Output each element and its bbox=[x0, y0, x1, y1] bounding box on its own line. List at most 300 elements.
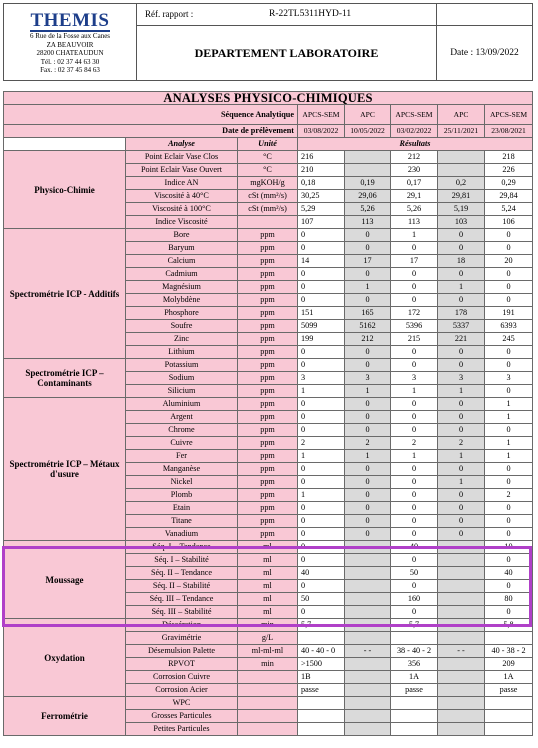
analyse-name: Séq. II – Tendance bbox=[126, 567, 238, 580]
result-cell: 0 bbox=[298, 346, 345, 359]
table-row bbox=[4, 359, 533, 372]
result-cell: 0 bbox=[485, 515, 533, 528]
result-cell: 0 bbox=[438, 398, 485, 411]
department-title: DEPARTEMENT LABORATOIRE bbox=[137, 26, 437, 81]
analyse-name: Fer bbox=[126, 450, 238, 463]
unit-cell bbox=[238, 216, 298, 229]
result-cell: 6393 bbox=[485, 320, 533, 333]
result-cell: 106 bbox=[485, 216, 533, 229]
result-cell: 2 bbox=[485, 489, 533, 502]
report-ref-label: Réf. rapport : bbox=[145, 9, 194, 19]
result-cell: 221 bbox=[438, 333, 485, 346]
analyse-name: Séq. I – Stabilité bbox=[126, 554, 238, 567]
analyse-name: Baryum bbox=[126, 242, 238, 255]
result-cell: 0 bbox=[391, 463, 438, 476]
analyse-name: Séq. I – Tendance bbox=[126, 541, 238, 554]
result-cell: 29,84 bbox=[485, 190, 533, 203]
result-cell: 0 bbox=[345, 424, 391, 437]
result-cell: 0 bbox=[345, 515, 391, 528]
result-cell: 5,19 bbox=[438, 203, 485, 216]
analyse-name: Soufre bbox=[126, 320, 238, 333]
result-cell: 0 bbox=[298, 580, 345, 593]
result-cell: 5337 bbox=[438, 320, 485, 333]
result-cell: 212 bbox=[391, 151, 438, 164]
company-block bbox=[4, 4, 137, 81]
result-cell: 191 bbox=[485, 307, 533, 320]
result-cell: 1 bbox=[438, 281, 485, 294]
result-cell: 20 bbox=[485, 255, 533, 268]
result-cell: 1 bbox=[345, 450, 391, 463]
analyse-name: Sodium bbox=[126, 372, 238, 385]
result-cell: 18 bbox=[438, 255, 485, 268]
result-cell bbox=[345, 606, 391, 619]
result-cell: 210 bbox=[298, 164, 345, 177]
result-cell: 2 bbox=[438, 437, 485, 450]
result-cell bbox=[345, 593, 391, 606]
result-cell bbox=[438, 619, 485, 632]
report-date: Date : 13/09/2022 bbox=[437, 26, 533, 81]
result-cell: - - bbox=[438, 645, 485, 658]
result-cell: 2 bbox=[391, 437, 438, 450]
analyse-name: Grosses Particules bbox=[126, 710, 238, 723]
result-cell bbox=[345, 619, 391, 632]
result-cell: 0 bbox=[391, 398, 438, 411]
result-cell bbox=[438, 580, 485, 593]
analyse-name: Cadmium bbox=[126, 268, 238, 281]
analyse-name: Aluminium bbox=[126, 398, 238, 411]
analyse-name: Silicium bbox=[126, 385, 238, 398]
result-cell: 5,26 bbox=[345, 203, 391, 216]
result-cell bbox=[345, 580, 391, 593]
unit-cell: ml bbox=[238, 567, 298, 580]
unit-cell: ml bbox=[238, 554, 298, 567]
sequence-cell: APC bbox=[345, 105, 391, 125]
result-cell: 0 bbox=[438, 515, 485, 528]
result-cell: 0 bbox=[438, 294, 485, 307]
analyse-name: Gravimétrie bbox=[126, 632, 238, 645]
result-cell: 5,29 bbox=[298, 203, 345, 216]
result-cell: 0 bbox=[391, 346, 438, 359]
result-cell: 0 bbox=[485, 346, 533, 359]
analyse-name: Chrome bbox=[126, 424, 238, 437]
date-cell: 03/02/2022 bbox=[391, 125, 438, 138]
result-cell: 0 bbox=[438, 242, 485, 255]
unit-cell: ppm bbox=[238, 502, 298, 515]
result-cell: 0 bbox=[345, 502, 391, 515]
analyse-name: Zinc bbox=[126, 333, 238, 346]
result-cell: 0 bbox=[391, 294, 438, 307]
result-cell: 0 bbox=[345, 489, 391, 502]
analyse-name: Magnésium bbox=[126, 281, 238, 294]
group-label: Spectrométrie ICP – Métaux d'usure bbox=[4, 398, 126, 541]
result-cell: 0 bbox=[391, 359, 438, 372]
address-line: ZA BEAUVOIR bbox=[46, 40, 94, 49]
result-cell: 160 bbox=[391, 593, 438, 606]
unit-cell: ppm bbox=[238, 307, 298, 320]
result-cell: 356 bbox=[391, 658, 438, 671]
analyse-name: Calcium bbox=[126, 255, 238, 268]
table-row bbox=[4, 151, 533, 164]
result-cell bbox=[485, 632, 533, 645]
result-cell: passe bbox=[391, 684, 438, 697]
result-cell: 17 bbox=[391, 255, 438, 268]
analyse-name: Molybdène bbox=[126, 294, 238, 307]
result-cell bbox=[345, 554, 391, 567]
result-cell: 0 bbox=[298, 294, 345, 307]
result-cell: 3 bbox=[345, 372, 391, 385]
analyse-name: Séq. III – Tendance bbox=[126, 593, 238, 606]
result-cell bbox=[298, 710, 345, 723]
analyse-name: Point Eclair Vase Clos bbox=[126, 151, 238, 164]
result-cell: 0 bbox=[438, 229, 485, 242]
result-cell: 0 bbox=[298, 515, 345, 528]
result-cell: 212 bbox=[345, 333, 391, 346]
group-label: Physico-Chimie bbox=[4, 151, 126, 229]
unit-cell: ppm bbox=[238, 424, 298, 437]
result-cell bbox=[438, 684, 485, 697]
result-cell bbox=[438, 541, 485, 554]
unit-cell: ml bbox=[238, 606, 298, 619]
result-cell: 40 - 40 - 0 bbox=[298, 645, 345, 658]
result-cell: 0 bbox=[345, 346, 391, 359]
report-ref-value: R-22TL5311HYD-11 bbox=[269, 9, 352, 19]
result-cell: 17 bbox=[345, 255, 391, 268]
analyse-name: Nickel bbox=[126, 476, 238, 489]
result-cell: 1 bbox=[345, 385, 391, 398]
analyse-name: Argent bbox=[126, 411, 238, 424]
unit-cell: °C bbox=[238, 151, 298, 164]
result-cell: 0 bbox=[485, 580, 533, 593]
result-cell: 0 bbox=[345, 242, 391, 255]
result-cell: 5,24 bbox=[485, 203, 533, 216]
result-cell: 1 bbox=[298, 489, 345, 502]
analyse-name: Vanadium bbox=[126, 528, 238, 541]
result-cell bbox=[345, 710, 391, 723]
result-cell: 0 bbox=[485, 294, 533, 307]
result-cell: 2 bbox=[345, 437, 391, 450]
sequence-cell: APCS-SEM bbox=[298, 105, 345, 125]
group-label: Spectrométrie ICP - Additifs bbox=[4, 229, 126, 359]
result-cell: 209 bbox=[485, 658, 533, 671]
result-cell: 0,2 bbox=[438, 177, 485, 190]
result-cell: 1 bbox=[485, 450, 533, 463]
analyse-name: Séq. II – Stabilité bbox=[126, 580, 238, 593]
report-ref-cell bbox=[137, 4, 437, 26]
unit-cell: ml bbox=[238, 580, 298, 593]
result-cell: 50 bbox=[391, 567, 438, 580]
unit-cell: ml bbox=[238, 541, 298, 554]
result-cell: 0 bbox=[485, 268, 533, 281]
result-cell: 0 bbox=[485, 502, 533, 515]
result-cell: 0 bbox=[391, 502, 438, 515]
result-cell: 38 - 40 - 2 bbox=[391, 645, 438, 658]
analysis-table bbox=[3, 91, 533, 736]
result-cell: 0 bbox=[391, 411, 438, 424]
result-cell: 3 bbox=[298, 372, 345, 385]
unit-cell: ppm bbox=[238, 281, 298, 294]
date-label: Date de prélèvement bbox=[4, 125, 298, 138]
result-cell: 1 bbox=[438, 385, 485, 398]
unit-cell: ppm bbox=[238, 489, 298, 502]
corner-cell bbox=[4, 138, 126, 151]
result-cell: 1B bbox=[298, 671, 345, 684]
result-cell: 10 bbox=[485, 541, 533, 554]
analyse-header: Analyse bbox=[126, 138, 238, 151]
unit-cell: min bbox=[238, 658, 298, 671]
result-cell bbox=[438, 710, 485, 723]
result-cell: 1 bbox=[438, 450, 485, 463]
analyse-name: Viscosité à 100°C bbox=[126, 203, 238, 216]
result-cell: 1 bbox=[298, 385, 345, 398]
unit-cell: ppm bbox=[238, 437, 298, 450]
result-cell bbox=[345, 658, 391, 671]
analyse-name: Plomb bbox=[126, 489, 238, 502]
result-cell: 0 bbox=[438, 359, 485, 372]
result-cell: 0,19 bbox=[345, 177, 391, 190]
unit-cell: ppm bbox=[238, 476, 298, 489]
unit-cell: ppm bbox=[238, 398, 298, 411]
result-cell: 0 bbox=[485, 359, 533, 372]
result-cell: - - bbox=[345, 645, 391, 658]
unit-cell bbox=[238, 684, 298, 697]
unit-cell bbox=[238, 697, 298, 710]
result-cell: 30,25 bbox=[298, 190, 345, 203]
result-cell: 0 bbox=[438, 346, 485, 359]
result-cell: 1 bbox=[485, 437, 533, 450]
analyse-name: Cuivre bbox=[126, 437, 238, 450]
result-cell: 0 bbox=[345, 476, 391, 489]
address-line: Fax. : 02 37 45 84 63 bbox=[40, 66, 100, 75]
analyse-name: WPC bbox=[126, 697, 238, 710]
result-cell: passe bbox=[298, 684, 345, 697]
sequence-cell: APCS-SEM bbox=[485, 105, 533, 125]
result-cell: 0 bbox=[391, 268, 438, 281]
unit-cell: g/L bbox=[238, 632, 298, 645]
analyse-name: Viscosité à 40°C bbox=[126, 190, 238, 203]
result-cell: 0 bbox=[298, 528, 345, 541]
result-cell: 0 bbox=[391, 281, 438, 294]
result-cell: 0 bbox=[438, 502, 485, 515]
result-cell: 1 bbox=[438, 476, 485, 489]
date-cell: 25/11/2021 bbox=[438, 125, 485, 138]
result-cell bbox=[345, 632, 391, 645]
result-cell bbox=[345, 671, 391, 684]
result-cell: 1A bbox=[485, 671, 533, 684]
result-cell: 5162 bbox=[345, 320, 391, 333]
result-cell: 5099 bbox=[298, 320, 345, 333]
result-cell bbox=[438, 671, 485, 684]
group-label: Moussage bbox=[4, 541, 126, 619]
analyse-name: Séq. III – Stabilité bbox=[126, 606, 238, 619]
result-cell: 40 - 38 - 2 bbox=[485, 645, 533, 658]
result-cell: 218 bbox=[485, 151, 533, 164]
analyse-name: RPVOT bbox=[126, 658, 238, 671]
result-cell bbox=[438, 658, 485, 671]
analyse-name: Petites Particules bbox=[126, 723, 238, 736]
sequence-cell: APCS-SEM bbox=[391, 105, 438, 125]
unit-cell: cSt (mm²/s) bbox=[238, 203, 298, 216]
unite-header: Unité bbox=[238, 138, 298, 151]
unit-cell: ppm bbox=[238, 320, 298, 333]
analyse-name: Etain bbox=[126, 502, 238, 515]
result-cell: 113 bbox=[391, 216, 438, 229]
table-row bbox=[4, 697, 533, 710]
unit-cell: ppm bbox=[238, 333, 298, 346]
result-cell: 0 bbox=[345, 229, 391, 242]
blank-cell bbox=[437, 4, 533, 26]
unit-cell: ppm bbox=[238, 255, 298, 268]
result-cell: 0 bbox=[345, 411, 391, 424]
analyse-name: Indice AN bbox=[126, 177, 238, 190]
report-header bbox=[3, 3, 533, 81]
unit-cell: ppm bbox=[238, 372, 298, 385]
unit-cell: ppm bbox=[238, 528, 298, 541]
result-cell: 5,26 bbox=[391, 203, 438, 216]
result-cell bbox=[345, 541, 391, 554]
result-cell: 40 bbox=[485, 567, 533, 580]
unit-cell: ppm bbox=[238, 411, 298, 424]
result-cell bbox=[438, 593, 485, 606]
result-cell bbox=[438, 554, 485, 567]
result-cell bbox=[485, 697, 533, 710]
result-cell bbox=[345, 684, 391, 697]
result-cell bbox=[438, 723, 485, 736]
address-line: 28200 CHATEAUDUN bbox=[36, 49, 104, 58]
unit-cell: ppm bbox=[238, 294, 298, 307]
result-cell: 0 bbox=[345, 463, 391, 476]
result-cell: 0 bbox=[438, 424, 485, 437]
result-cell: 0,18 bbox=[298, 177, 345, 190]
result-cell bbox=[438, 697, 485, 710]
result-cell: 0 bbox=[298, 554, 345, 567]
result-cell bbox=[438, 632, 485, 645]
result-cell: 0 bbox=[438, 489, 485, 502]
result-cell: 0 bbox=[345, 359, 391, 372]
result-cell: 0 bbox=[345, 268, 391, 281]
analyse-name: Désaération bbox=[126, 619, 238, 632]
result-cell: 0 bbox=[485, 528, 533, 541]
address-line: Tél. : 02 37 44 63 30 bbox=[40, 57, 100, 66]
result-cell bbox=[345, 567, 391, 580]
result-cell: 165 bbox=[345, 307, 391, 320]
result-cell: 5,7 bbox=[298, 619, 345, 632]
date-cell: 10/05/2022 bbox=[345, 125, 391, 138]
result-cell bbox=[438, 164, 485, 177]
result-cell: 0 bbox=[438, 268, 485, 281]
analyse-name: Potassium bbox=[126, 359, 238, 372]
result-cell: 0 bbox=[485, 476, 533, 489]
unit-cell: ppm bbox=[238, 242, 298, 255]
table-row bbox=[4, 229, 533, 242]
result-cell: 3 bbox=[391, 372, 438, 385]
result-cell: 0 bbox=[438, 528, 485, 541]
result-cell: 0 bbox=[298, 541, 345, 554]
result-cell bbox=[391, 710, 438, 723]
result-cell: 0 bbox=[391, 580, 438, 593]
result-cell: 29,06 bbox=[345, 190, 391, 203]
result-cell: 151 bbox=[298, 307, 345, 320]
result-cell: 0 bbox=[485, 385, 533, 398]
result-cell: 0 bbox=[298, 463, 345, 476]
result-cell: 0 bbox=[391, 528, 438, 541]
result-cell: 5,7 bbox=[391, 619, 438, 632]
analyse-name: Corrosion Acier bbox=[126, 684, 238, 697]
unit-cell bbox=[238, 710, 298, 723]
result-cell: 0 bbox=[438, 411, 485, 424]
unit-cell: cSt (mm²/s) bbox=[238, 190, 298, 203]
result-cell: 0 bbox=[298, 502, 345, 515]
result-cell bbox=[345, 723, 391, 736]
result-cell: 0 bbox=[345, 528, 391, 541]
date-cell: 03/08/2022 bbox=[298, 125, 345, 138]
result-cell: 1 bbox=[485, 411, 533, 424]
resultats-header: Résultats bbox=[298, 138, 533, 151]
result-cell: 216 bbox=[298, 151, 345, 164]
unit-cell: min bbox=[238, 619, 298, 632]
table-row bbox=[4, 541, 533, 554]
result-cell bbox=[438, 151, 485, 164]
unit-cell: ml bbox=[238, 593, 298, 606]
sequence-label: Séquence Analytique bbox=[4, 105, 298, 125]
result-cell: 0 bbox=[298, 606, 345, 619]
unit-cell: ml-ml-ml bbox=[238, 645, 298, 658]
result-cell bbox=[298, 697, 345, 710]
result-cell: 1 bbox=[485, 398, 533, 411]
result-cell: 1 bbox=[298, 450, 345, 463]
result-cell: 178 bbox=[438, 307, 485, 320]
address-line: 6 Rue de la Fosse aux Canes bbox=[29, 32, 111, 41]
result-cell: 1 bbox=[391, 450, 438, 463]
group-label: Spectrométrie ICP – Contaminants bbox=[4, 359, 126, 398]
unit-cell: ppm bbox=[238, 515, 298, 528]
result-cell: 0 bbox=[391, 515, 438, 528]
result-cell bbox=[345, 697, 391, 710]
result-cell: 80 bbox=[485, 593, 533, 606]
result-cell: 3 bbox=[438, 372, 485, 385]
analyse-name: Phosphore bbox=[126, 307, 238, 320]
result-cell: 50 bbox=[298, 593, 345, 606]
unit-cell: mgKOH/g bbox=[238, 177, 298, 190]
result-cell bbox=[438, 567, 485, 580]
unit-cell bbox=[238, 671, 298, 684]
result-cell: 0,17 bbox=[391, 177, 438, 190]
result-cell: 1 bbox=[391, 229, 438, 242]
unit-cell: ppm bbox=[238, 385, 298, 398]
result-cell bbox=[345, 151, 391, 164]
unit-cell: ppm bbox=[238, 359, 298, 372]
result-cell: passe bbox=[485, 684, 533, 697]
analyse-name: Point Eclair Vase Ouvert bbox=[126, 164, 238, 177]
result-cell: 0 bbox=[485, 606, 533, 619]
result-cell: 0 bbox=[485, 463, 533, 476]
analyse-name: Corrosion Cuivre bbox=[126, 671, 238, 684]
result-cell: 0 bbox=[298, 268, 345, 281]
result-cell bbox=[438, 606, 485, 619]
company-logo: THEMIS bbox=[30, 10, 110, 32]
result-cell bbox=[485, 723, 533, 736]
result-cell: 113 bbox=[345, 216, 391, 229]
unit-cell: ppm bbox=[238, 346, 298, 359]
analyse-name: Titane bbox=[126, 515, 238, 528]
result-cell: 0 bbox=[485, 424, 533, 437]
result-cell: 0 bbox=[298, 411, 345, 424]
result-cell: 215 bbox=[391, 333, 438, 346]
result-cell: 0 bbox=[298, 359, 345, 372]
result-cell: 1 bbox=[391, 385, 438, 398]
result-cell: 0 bbox=[391, 489, 438, 502]
result-cell: 14 bbox=[298, 255, 345, 268]
unit-cell: °C bbox=[238, 164, 298, 177]
